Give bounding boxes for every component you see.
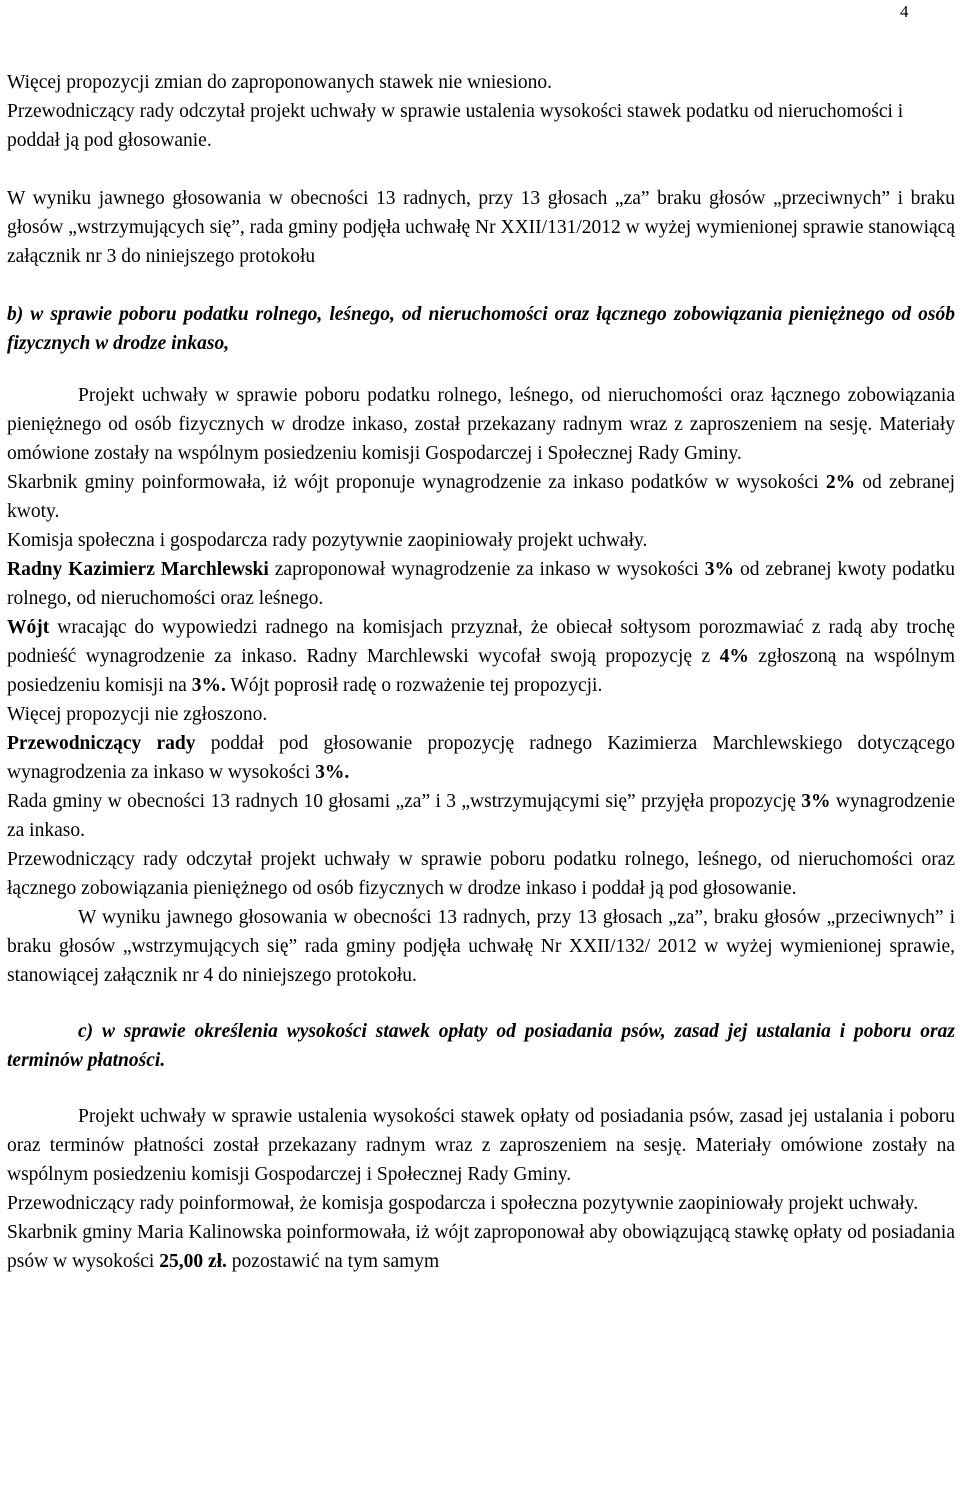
paragraph [7,555,955,613]
paragraph [7,1218,955,1276]
text-run: 3%. [191,675,226,696]
text-run: pozostawić na tym samym [226,1251,440,1272]
paragraph [7,729,955,787]
section-heading-c: c) w sprawie określenia wysokości stawek opłaty od posiadania psów, zasad jej ustalania i poboru oraz terminów płatności. [7,1021,955,1071]
text-run: od zebranej kwoty podatku rolnego, od nieruchomości oraz leśnego. [7,559,956,609]
text-run: poddał pod głosowanie propozycję radnego Kazimierza Marchlewskiego dotyczącego wynagrodzenia za inkaso w wysokości [7,733,955,783]
text-run: od zebranej kwoty. [7,472,955,522]
text-run: wracając do wypowiedzi radnego na komisjach przyznał, że obiecał sołtysom porozmawiać z radą aby trochę podnieść wynagrodzenie za inkaso. Radny Marchlewski wycofał swoją propozycję z [7,617,955,667]
text-run: wynagrodzenie za inkaso. [7,791,955,841]
text-run: 3% [704,559,735,580]
text-run: 4% [719,646,749,667]
text-run: Przewodniczący rady [7,733,196,754]
text-run: zaproponował wynagrodzenie za inkaso w wysokości [268,559,705,580]
paragraph: Przewodniczący rady odczytał projekt uchwały w sprawie ustalenia wysokości stawek podatku od nieruchomości i poddał ją pod głosowanie. [7,101,904,151]
text-run: Skarbnik gminy poinformowała, iż wójt proponuje wynagrodzenie za inkaso podatków w wysokości [7,472,826,493]
paragraph: Komisja społeczna i gospodarcza rady pozytywnie zaopiniowały projekt uchwały. [7,530,648,551]
text-run: 2% [825,472,856,493]
text-run: Skarbnik gminy Maria Kalinowska poinformowała, iż wójt zaproponował aby obowiązującą stawkę opłaty od posiadania psów w wysokości [7,1222,955,1272]
text-run: Wójt [7,617,50,638]
paragraph: Projekt uchwały w sprawie poboru podatku rolnego, leśnego, od nieruchomości oraz łącznego zobowiązania pieniężnego od osób fizycznych w drodze inkaso, został przekazany radnym wraz z zaproszeniem na sesję. Materiały omówione zostały na wspólnym posiedzeniu komisji Gospodarczej i Społecznej Rady Gminy. [7,385,955,464]
page-number: 4 [900,2,909,21]
text-run: Wójt poprosił radę o rozważenie tej propozycji. [225,675,603,696]
text-run: 3% [801,791,831,812]
text-run: Rada gminy w obecności 13 radnych 10 głosami „za” i 3 „wstrzymującymi się” przyjęła propozycję [7,791,802,812]
text-run: 3%. [315,762,350,783]
paragraph: Więcej propozycji zmian do zaproponowanych stawek nie wniesiono. [7,72,553,93]
paragraph: W wyniku jawnego głosowania w obecności 13 radnych, przy 13 głosach „za” braku głosów „przeciwnych” i braku głosów „wstrzymujących się”, rada gminy podjęła uchwałę Nr XXII/131/2012 w wyżej wymienionej sprawie stanowiącą załącznik nr 3 do niniejszego protokołu [7,188,955,267]
paragraph [7,468,955,526]
document-body [7,68,955,1276]
paragraph: Przewodniczący rady odczytał projekt uchwały w sprawie poboru podatku rolnego, leśnego, od nieruchomości oraz łącznego zobowiązania pieniężnego od osób fizycznych w drodze inkaso i poddał ją pod głosowanie. [7,849,955,899]
text-run: 25,00 zł. [159,1251,227,1272]
paragraph: Przewodniczący rady poinformował, że komisja gospodarcza i społeczna pozytywnie zaopiniowały projekt uchwały. [7,1193,919,1214]
paragraph [7,787,955,845]
section-heading-b: b) w sprawie poboru podatku rolnego, leśnego, od nieruchomości oraz łącznego zobowiązania pieniężnego od osób fizycznych w drodze inkaso, [7,304,955,354]
text-run: zgłoszoną na wspólnym posiedzeniu komisji na [7,646,955,696]
paragraph: Projekt uchwały w sprawie ustalenia wysokości stawek opłaty od posiadania psów, zasad jej ustalania i poboru oraz terminów płatności został przekazany radnym wraz z zaproszeniem na sesję. Materiały omówione zostały na wspólnym posiedzeniu komisji Gospodarczej i Społecznej Rady Gminy. [7,1106,955,1185]
paragraph: Więcej propozycji nie zgłoszono. [7,704,268,725]
text-run: Radny Kazimierz Marchlewski [7,559,269,580]
paragraph [7,613,955,700]
paragraph: W wyniku jawnego głosowania w obecności 13 radnych, przy 13 głosach „za”, braku głosów „przeciwnych” i braku głosów „wstrzymujących się” rada gminy podjęła uchwałę Nr XXII/132/ 2012 w wyżej wymienionej sprawie, stanowiącej załącznik nr 4 do niniejszego protokołu. [7,907,955,986]
